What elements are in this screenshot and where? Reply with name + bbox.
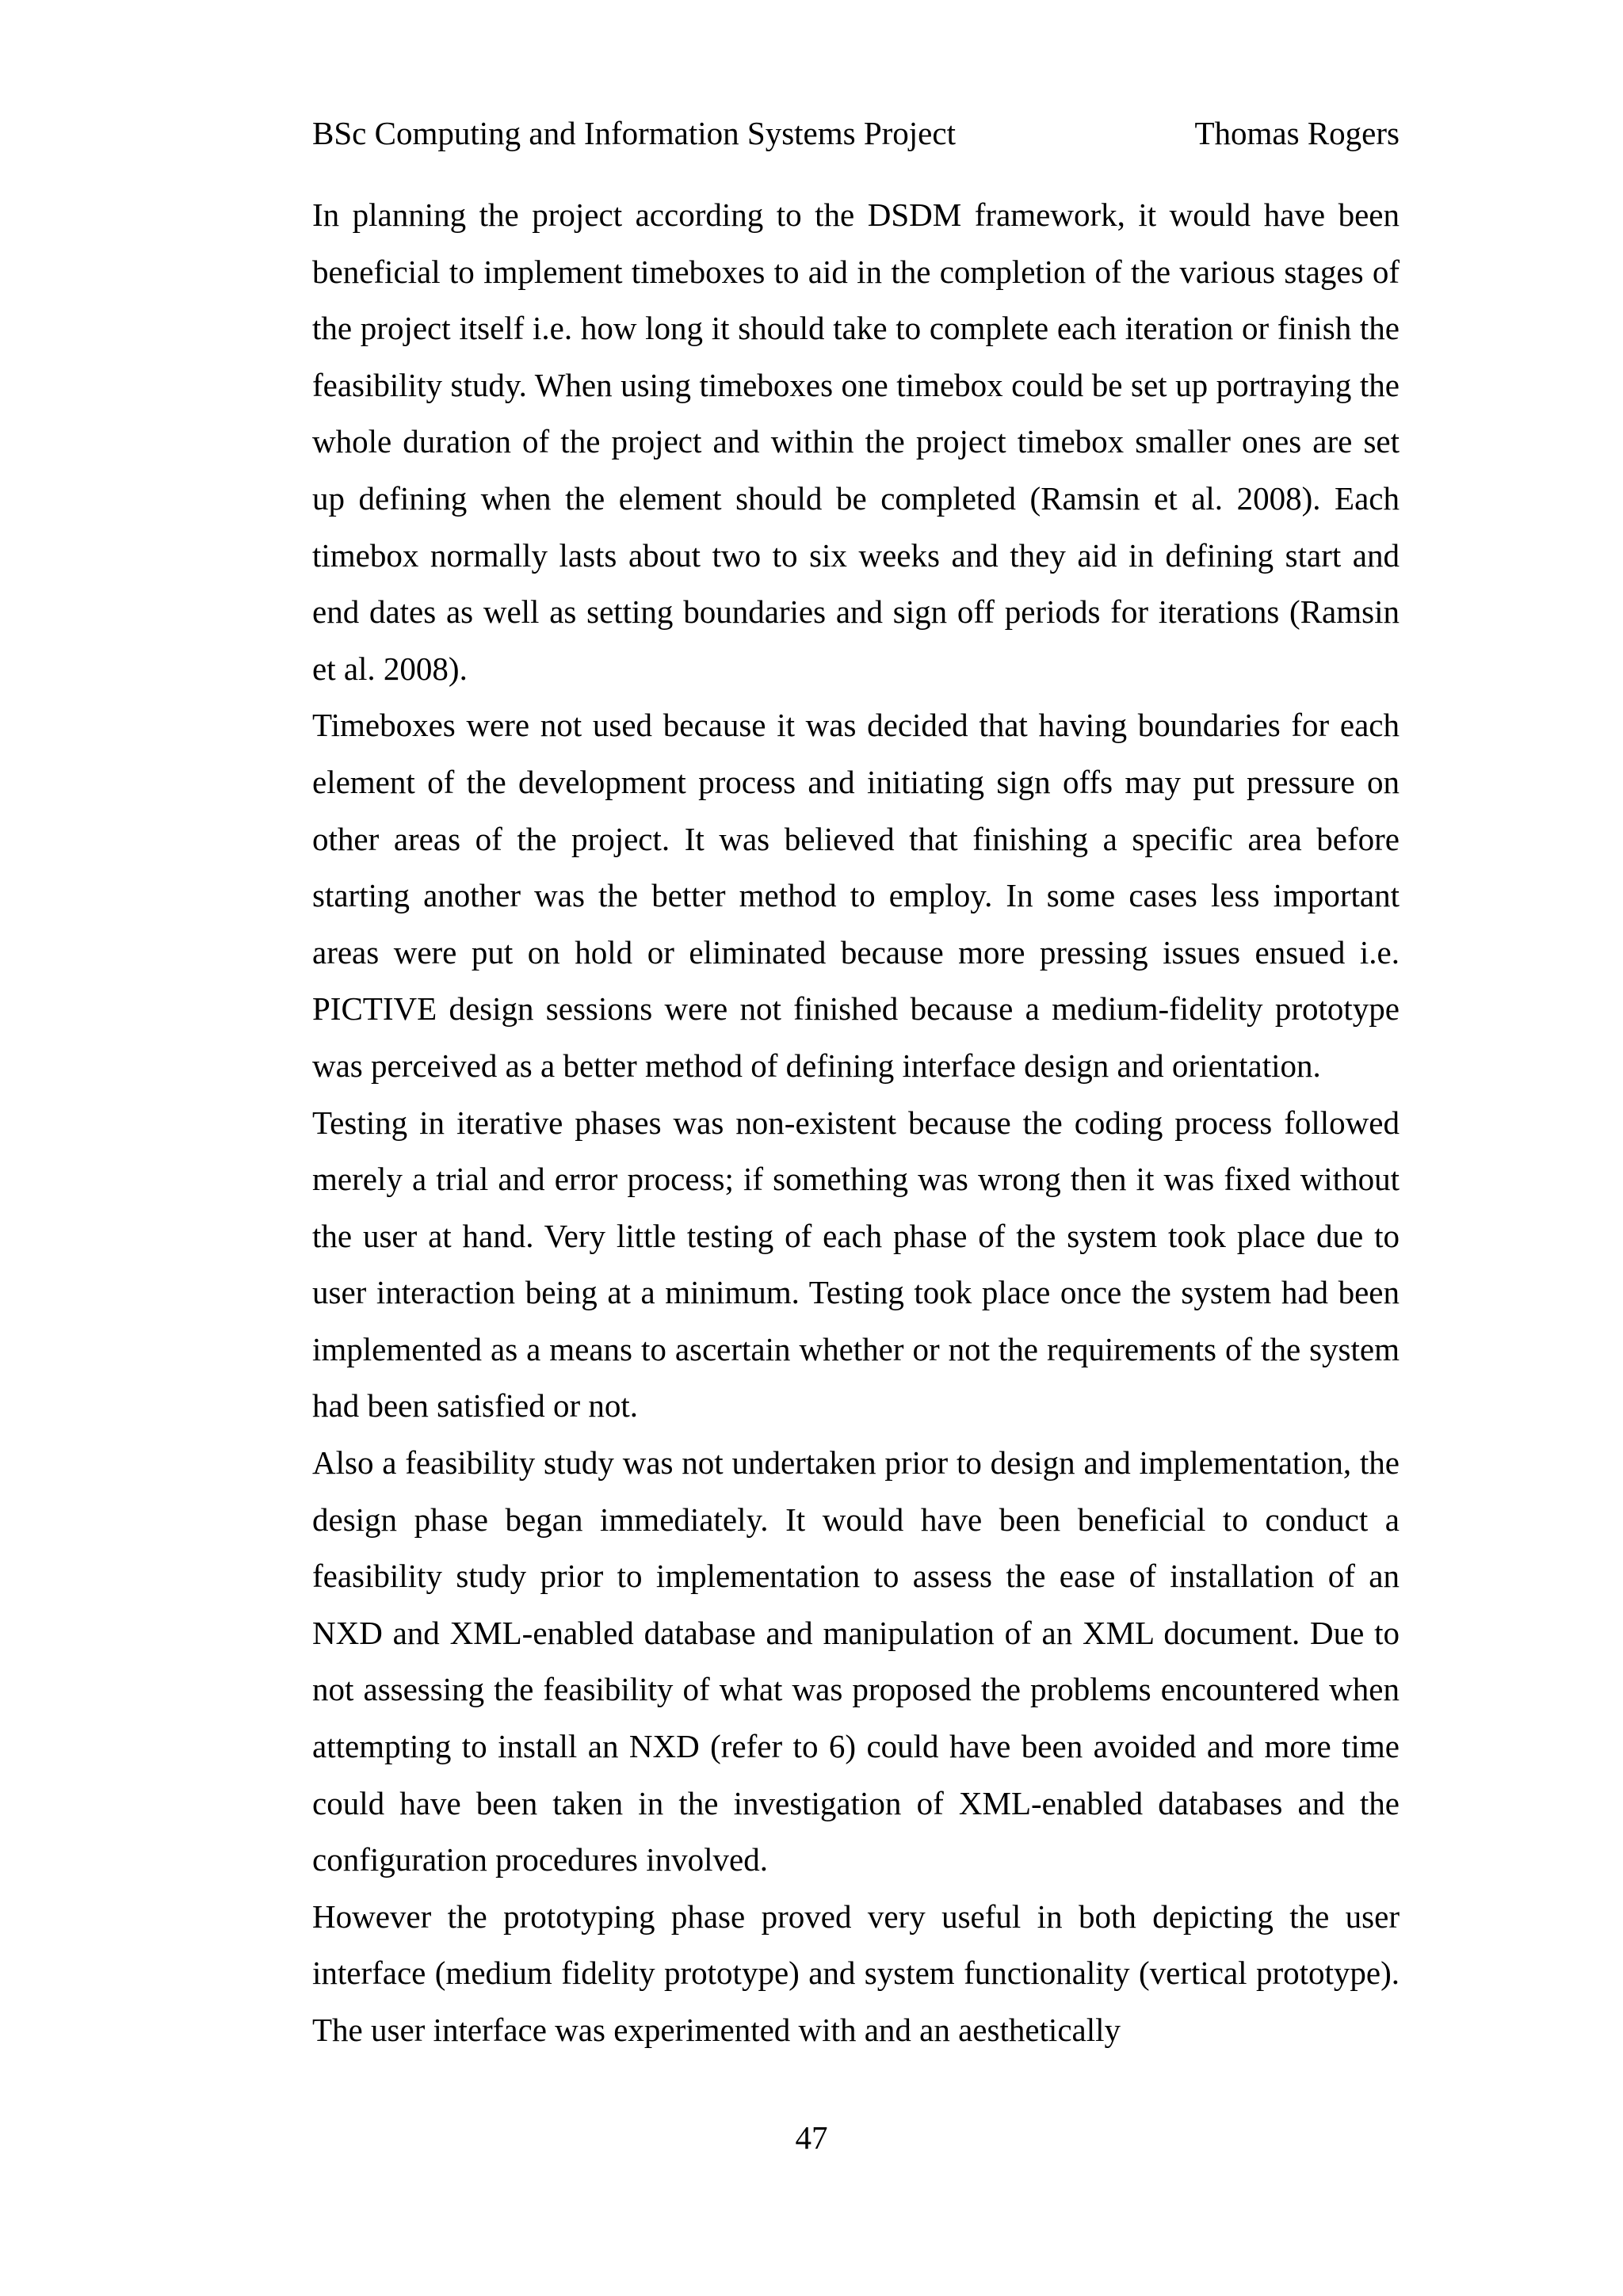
page-header (312, 109, 1400, 157)
paragraph-timeboxes-planning: In planning the project according to the DSDM framework, it would have been beneficial to implement timeboxes to aid in the completion of the various stages of the project itself i.e. how long it should take to complete each iteration or finish the feasibility study. When using timeboxes one timebox could be set up portraying the whole duration of the project and within the project timebox smaller ones are set up defining when the element should be completed (Ramsin et al. 2008). Each timebox normally lasts about two to six weeks and they aid in defining start and end dates as well as setting boundaries and sign off periods for iterations (Ramsin et al. 2008). (312, 196, 1400, 687)
paragraph-timeboxes-not-used: Timeboxes were not used because it was decided that having boundaries for each element of the development process and initiating sign offs may put pressure on other areas of the project. It was believed that finishing a specific area before starting another was the better method to employ. In some cases less important areas were put on hold or eliminated because more pressing issues ensued i.e. PICTIVE design sessions were not finished because a medium-fidelity prototype was perceived as a better method of defining interface design and orientation. (312, 707, 1400, 1084)
paragraph-feasibility-study: Also a feasibility study was not undertaken prior to design and implementation, the design phase began immediately. It would have been beneficial to conduct a feasibility study prior to implementation to assess the ease of installation of an NXD and XML-enabled database and manipulation of an XML document. Due to not assessing the feasibility of what was proposed the problems encountered when attempting to install an NXD (refer to 6) could have been avoided and more time could have been taken in the investigation of XML-enabled databases and the configuration procedures involved. (312, 1444, 1400, 1878)
header-author: Thomas Rogers (1194, 115, 1400, 151)
body-text (312, 187, 1400, 2059)
header-project-title: BSc Computing and Information Systems Project (312, 115, 956, 151)
page-number: 47 (795, 2119, 828, 2156)
paragraph-prototyping: However the prototyping phase proved very useful in both depicting the user interface (medium fidelity prototype) and system functionality (vertical prototype). The user interface was experimented with and an aesthetically (312, 1897, 1400, 2048)
paragraph-testing: Testing in iterative phases was non-existent because the coding process followed merely a trial and error process; if something was wrong then it was fixed without the user at hand. Very little testing of each phase of the system took place due to user interaction being at a minimum. Testing took place once the system had been implemented as a means to ascertain whether or not the requirements of the system had been satisfied or not. (312, 1104, 1400, 1425)
